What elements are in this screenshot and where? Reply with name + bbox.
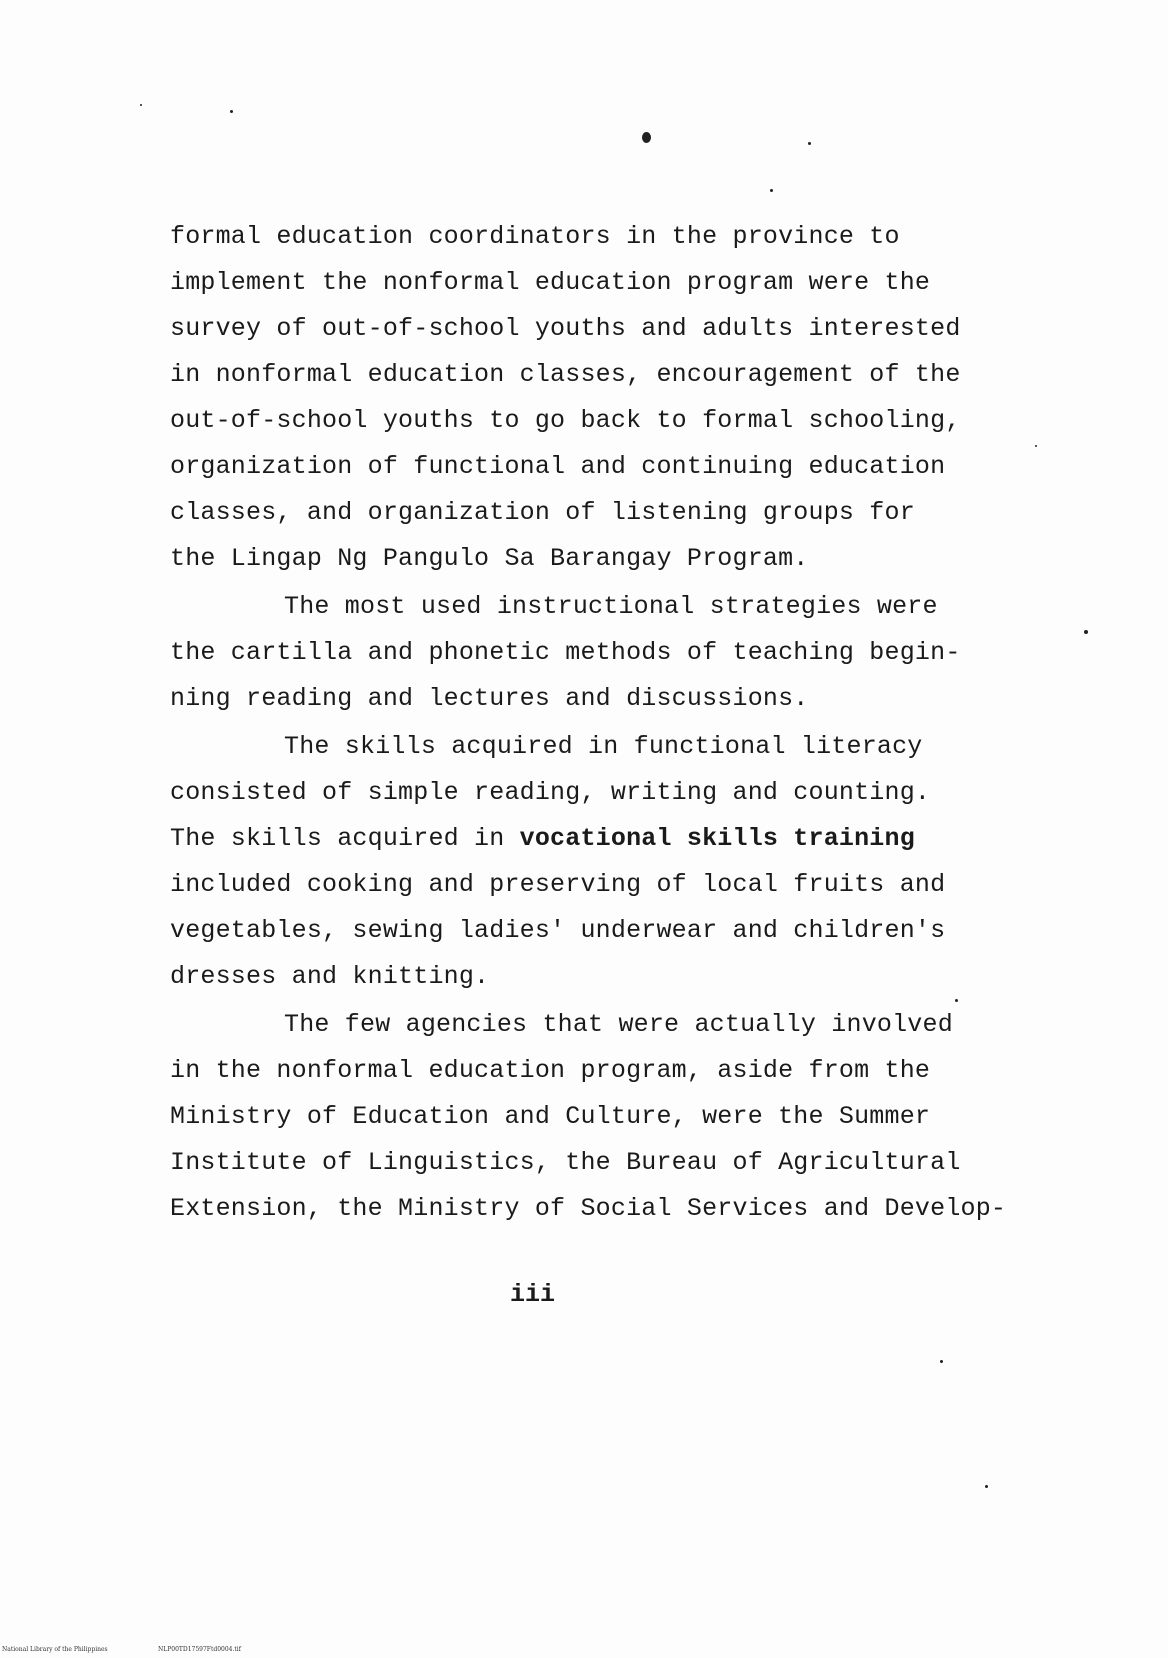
footer-library: National Library of the Philippines <box>2 1646 108 1653</box>
text-line-4: in nonformal education classes, encouragement of the <box>170 360 961 389</box>
dust-speck <box>985 1485 988 1488</box>
dust-speck <box>230 110 233 113</box>
dust-speck <box>940 1360 943 1363</box>
text-line-11: ning reading and lectures and discussions. <box>170 684 809 713</box>
page-number: iii <box>510 1280 556 1309</box>
dust-speck <box>1084 630 1088 634</box>
text-line-3: survey of out-of-school youths and adults interested <box>170 314 961 343</box>
text-line-10: the cartilla and phonetic methods of teaching begin- <box>170 638 961 667</box>
text-line-9: The most used instructional strategies were <box>284 592 938 621</box>
dust-speck <box>808 142 811 145</box>
dust-speck <box>955 999 958 1002</box>
dust-speck <box>770 189 773 192</box>
dust-speck <box>1035 445 1037 447</box>
text-line-13: consisted of simple reading, writing and counting. <box>170 778 931 807</box>
text-line-14 <box>170 824 915 854</box>
text-line-20: Ministry of Education and Culture, were the Summer <box>170 1102 931 1131</box>
bold-phrase: vocational skills training <box>519 824 915 853</box>
dust-speck <box>140 104 142 106</box>
text-line-6: organization of functional and continuing education <box>170 452 946 481</box>
text-line-7: classes, and organization of listening groups for <box>170 498 915 527</box>
text-line-14-start: The skills acquired in <box>170 824 520 853</box>
text-line-21: Institute of Linguistics, the Bureau of Agricultural <box>170 1148 961 1177</box>
text-line-2: implement the nonformal education program were the <box>170 268 931 297</box>
footer-filename: NLP00TD17597Ftd0004.tif <box>158 1646 241 1653</box>
text-line-12: The skills acquired in functional literacy <box>284 732 923 761</box>
text-line-22: Extension, the Ministry of Social Services and Develop- <box>170 1194 1007 1223</box>
text-line-18: The few agencies that were actually involved <box>284 1010 953 1039</box>
text-line-19: in the nonformal education program, aside from the <box>170 1056 931 1085</box>
text-line-15: included cooking and preserving of local fruits and <box>170 870 946 899</box>
text-line-16: vegetables, sewing ladies' underwear and children's <box>170 916 946 945</box>
text-line-8: the Lingap Ng Pangulo Sa Barangay Program. <box>170 544 809 573</box>
text-line-5: out-of-school youths to go back to formal schooling, <box>170 406 961 435</box>
text-line-1: formal education coordinators in the province to <box>170 222 900 251</box>
text-line-17: dresses and knitting. <box>170 962 490 991</box>
ink-blot <box>642 132 651 143</box>
